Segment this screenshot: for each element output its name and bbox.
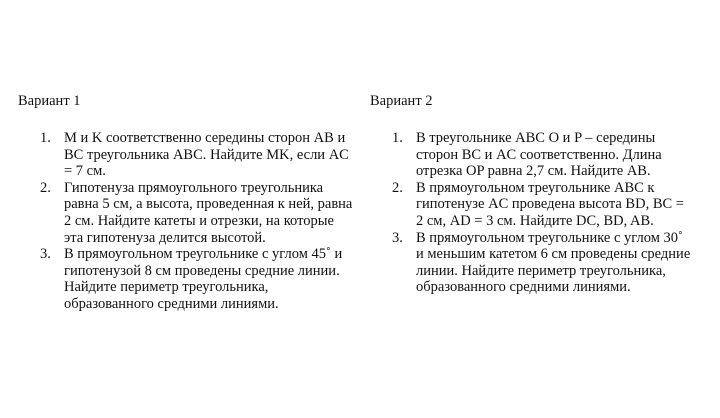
task-text: Гипотенуза прямоугольного треугольника равна 5 см, а высота, проведенная к ней, равна 2 см. Найдите катеты и отрезки, на которые эта гипотенуза делится высотой. [64,179,353,246]
task-text: В треугольнике ABC O и P – середины сторон BC и AC соответственно. Длина отрезка OP равна 2,7 см. Найдите AB. [416,130,662,180]
task-item [18,246,354,312]
task-item [18,180,354,246]
task-number: 2. [40,179,51,196]
task-text: В прямоугольном треугольнике с углом 30˚ и меньшим катетом 6 см проведены средние линии. Найдите периметр треугольника, образованного средними линиями. [416,229,691,296]
variant-2-task-list [370,130,710,296]
variant-1-column [18,93,358,313]
task-text: В прямоугольном треугольнике ABC к гипотенузе AC проведена высота BD, BC = 2 см, AD = 3 см. Найдите DC, BD, AB. [416,179,684,229]
task-number: 1. [392,130,403,146]
task-item [370,230,694,296]
task-item [18,130,354,180]
task-number: 3. [40,246,51,263]
variant-2-title: Вариант 2 [370,93,433,109]
task-number: 2. [392,179,403,196]
task-number: 3. [392,229,403,246]
variant-1-task-list [18,130,358,313]
task-text: M и K соответственно середины сторон AB и BC треугольника ABC. Найдите MK, если AC = 7 см. [64,130,349,180]
variant-2-column [370,93,710,296]
task-number: 1. [40,130,51,146]
task-item [370,180,694,230]
task-text: В прямоугольном треугольнике с углом 45˚ и гипотенузой 8 см проведены средние линии. Найдите периметр треугольника, образованного средними линиями. [64,246,343,312]
variant-1-title: Вариант 1 [18,93,81,109]
task-item [370,130,694,180]
